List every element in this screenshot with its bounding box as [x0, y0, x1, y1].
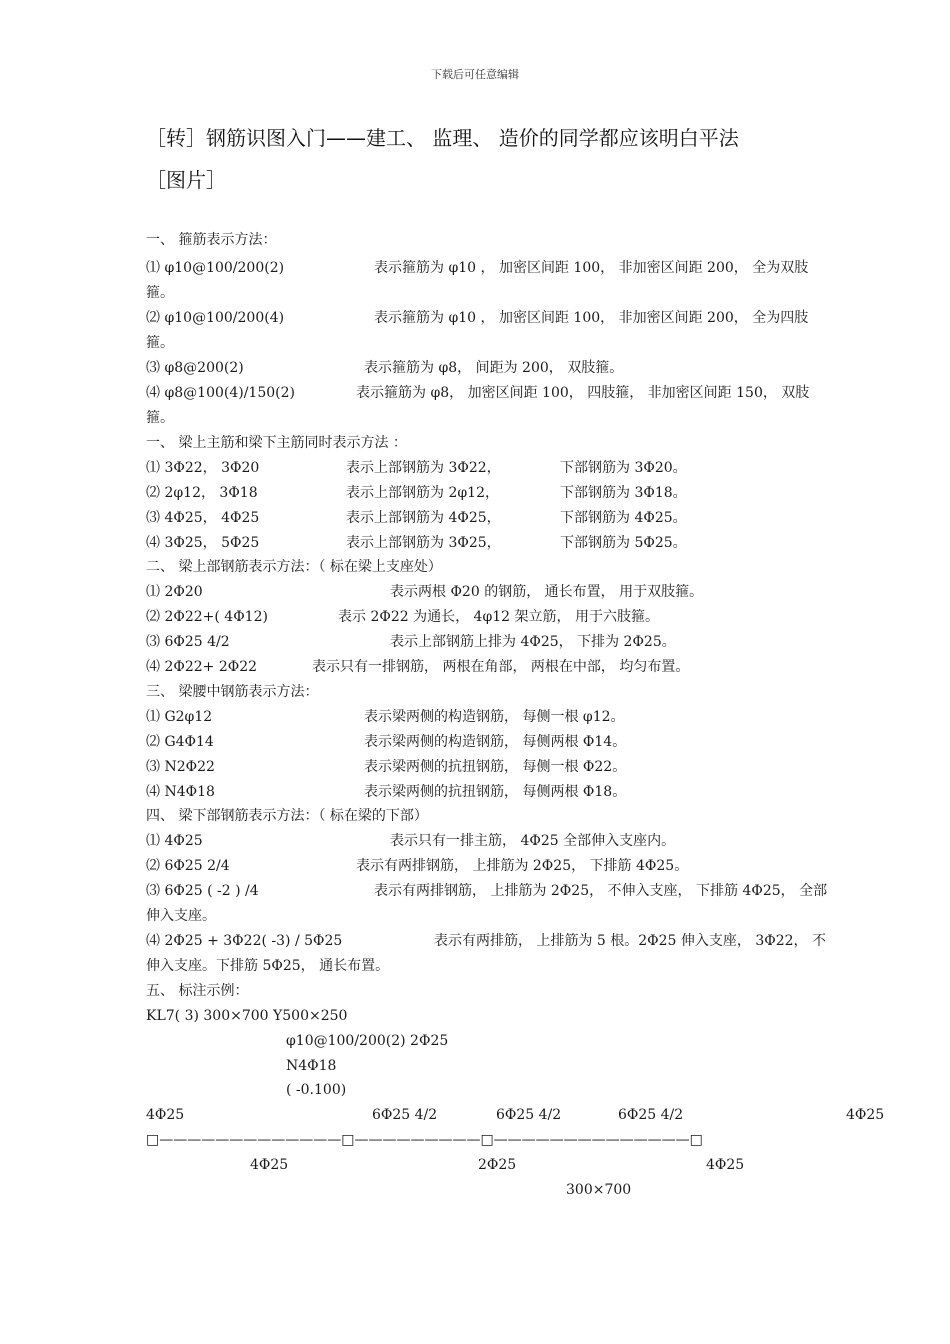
text-line: 4Φ25	[146, 1107, 185, 1123]
text-line: KL7( 3) 300×700 Y500×250	[146, 1008, 348, 1024]
text-line: 表示上部钢筋为 3Φ25，	[346, 535, 501, 551]
text-line: 下部钢筋为 4Φ25。	[560, 510, 687, 526]
text-line: ⑷ 3Φ25， 5Φ25	[146, 535, 260, 551]
text-line: 表示上部钢筋上排为 4Φ25， 下排为 2Φ25。	[390, 634, 676, 650]
text-line: 二、 梁上部钢筋表示方法：（ 标在梁上支座处）	[146, 559, 442, 575]
text-line: 表示梁两侧的构造钢筋， 每侧两根 Φ14。	[364, 734, 627, 750]
text-line: 下部钢筋为 3Φ20。	[560, 460, 687, 476]
text-line: φ10@100/200(2) 2Φ25	[286, 1033, 449, 1049]
text-line: ⑶ 6Φ25 ( -2 ) /4	[146, 883, 259, 899]
text-line: ⑴ 3Φ22， 3Φ20	[146, 460, 260, 476]
text-line: ⑴ G2φ12	[146, 709, 213, 725]
text-line: 表示梁两侧的构造钢筋， 每侧一根 φ12。	[364, 709, 625, 725]
text-line: 表示有两排钢筋， 上排筋为 2Φ25， 下排筋 4Φ25。	[356, 858, 689, 874]
text-line: ( -0.100)	[286, 1082, 347, 1098]
text-line: 表示上部钢筋为 4Φ25，	[346, 510, 501, 526]
document-title: ［转］钢筋识图入门——建工、 监理、 造价的同学都应该明白平法	[146, 126, 739, 150]
text-line: ⑶ N2Φ22	[146, 759, 215, 775]
text-line: 4Φ25	[250, 1157, 289, 1173]
text-line: 箍。	[146, 335, 174, 351]
text-line: ⑴ φ10@100/200(2)	[146, 260, 285, 276]
text-line: ⑶ 6Φ25 4/2	[146, 634, 230, 650]
text-line: ⑷ 2Φ22+ 2Φ22	[146, 659, 258, 675]
text-line: 表示箍筋为 φ8， 加密区间距 100， 四肢箍， 非加密区间距 150， 双肢	[356, 385, 810, 401]
text-line: 五、 标注示例：	[146, 983, 249, 999]
text-line: 表示只有一排主筋， 4Φ25 全部伸入支座内。	[390, 833, 676, 849]
text-line: 一、 箍筋表示方法：	[146, 232, 277, 248]
text-line: ⑵ G4Φ14	[146, 734, 214, 750]
text-line: 表示 2Φ22 为通长， 4φ12 架立筋， 用于六肢箍。	[338, 609, 659, 625]
text-line: 表示箍筋为 φ10 ， 加密区间距 100， 非加密区间距 200， 全为双肢	[374, 260, 809, 276]
page-header: 下载后可任意编辑	[431, 68, 519, 81]
text-line: ⑴ 2Φ20	[146, 584, 203, 600]
text-line: 箍。	[146, 410, 174, 426]
text-line: 6Φ25 4/2	[372, 1107, 438, 1123]
text-line: 300×700	[566, 1182, 632, 1198]
text-line: □—————————————□—————————□——————————————□	[146, 1132, 703, 1148]
text-line: ⑵ 2Φ22+( 4Φ12)	[146, 609, 268, 625]
text-line: 表示两根 Φ20 的钢筋， 通长布置， 用于双肢箍。	[390, 584, 704, 600]
text-line: 表示只有一排钢筋， 两根在角部， 两根在中部， 均匀布置。	[312, 659, 690, 675]
text-line: 表示上部钢筋为 3Φ22，	[346, 460, 501, 476]
text-line: ⑶ φ8@200(2)	[146, 360, 244, 376]
text-line: 表示有两排筋， 上排筋为 5 根。2Φ25 伸入支座， 3Φ22， 不	[434, 933, 827, 949]
text-line: 箍。	[146, 285, 174, 301]
text-line: 表示梁两侧的抗扭钢筋， 每侧两根 Φ18。	[364, 784, 627, 800]
text-line: ⑷ 2Φ25 + 3Φ22( -3) / 5Φ25	[146, 933, 343, 949]
text-line: 表示梁两侧的抗扭钢筋， 每侧一根 Φ22。	[364, 759, 627, 775]
text-line: N4Φ18	[286, 1058, 337, 1074]
text-line: ⑴ 4Φ25	[146, 833, 203, 849]
text-line: 4Φ25	[846, 1107, 885, 1123]
text-line: 6Φ25 4/2	[618, 1107, 684, 1123]
text-line: 表示箍筋为 φ8， 间距为 200， 双肢箍。	[364, 360, 624, 376]
text-line: 6Φ25 4/2	[496, 1107, 562, 1123]
text-line: 三、 梁腰中钢筋表示方法：	[146, 684, 319, 700]
text-line: ⑷ φ8@100(4)/150(2)	[146, 385, 295, 401]
text-line: 伸入支座。下排筋 5Φ25， 通长布置。	[146, 958, 390, 974]
text-line: 一、 梁上主筋和梁下主筋同时表示方法 ：	[146, 435, 407, 451]
text-line: 伸入支座。	[146, 908, 216, 924]
text-line: 表示有两排钢筋， 上排筋为 2Φ25， 不伸入支座， 下排筋 4Φ25， 全部	[374, 883, 828, 899]
text-line: ⑷ N4Φ18	[146, 784, 215, 800]
image-placeholder-label: ［图片］	[146, 168, 226, 192]
text-line: 表示箍筋为 φ10 ， 加密区间距 100， 非加密区间距 200， 全为四肢	[374, 310, 809, 326]
text-line: 四、 梁下部钢筋表示方法：（ 标在梁的下部）	[146, 808, 428, 824]
text-line: 2Φ25	[478, 1157, 517, 1173]
text-line: 下部钢筋为 3Φ18。	[560, 485, 687, 501]
text-line: 下部钢筋为 5Φ25。	[560, 535, 687, 551]
text-line: ⑵ φ10@100/200(4)	[146, 310, 285, 326]
text-line: ⑶ 4Φ25， 4Φ25	[146, 510, 260, 526]
text-line: ⑵ 6Φ25 2/4	[146, 858, 230, 874]
text-line: ⑵ 2φ12， 3Φ18	[146, 485, 258, 501]
text-line: 表示上部钢筋为 2φ12，	[346, 485, 499, 501]
text-line: 4Φ25	[706, 1157, 745, 1173]
